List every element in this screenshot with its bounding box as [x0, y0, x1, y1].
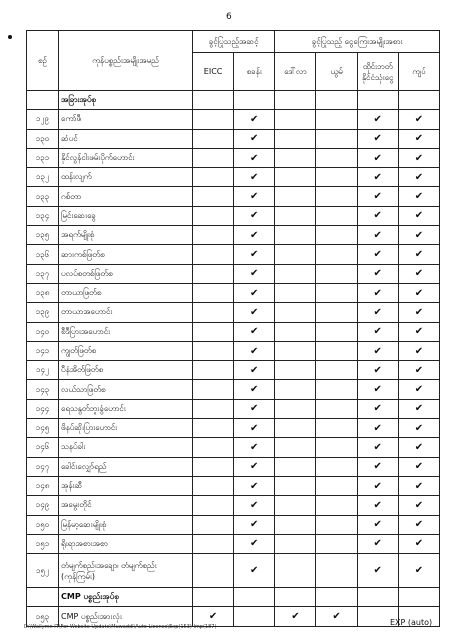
check-mark-icon: ✔ — [234, 110, 275, 129]
header-group-issue: ခွင့်ပြုသည့်အဆင့် — [193, 31, 275, 53]
section-empty-cell — [234, 588, 275, 607]
check-mark-icon: ✔ — [234, 515, 275, 534]
row-number: ၁၃၅ — [27, 226, 59, 245]
footer-exp-label: EXP (auto) — [390, 618, 433, 627]
check-mark-icon: ✔ — [398, 457, 439, 476]
check-mark-icon: ✔ — [234, 129, 275, 148]
table-row — [27, 303, 440, 322]
commodity-name: သနပ်ခါး — [59, 438, 193, 457]
check-mark-icon: ✔ — [234, 438, 275, 457]
table-body — [27, 91, 440, 627]
check-mark-icon: ✔ — [398, 264, 439, 283]
empty-cell — [275, 380, 316, 399]
empty-cell — [193, 534, 234, 553]
table-row — [27, 419, 440, 438]
row-number: ၁၄၅ — [27, 419, 59, 438]
commodity-name: မြင်းဆေးခွေ — [59, 206, 193, 225]
commodity-name: တာယာအဟောင်း — [59, 303, 193, 322]
check-mark-icon: ✔ — [357, 438, 398, 457]
table-row — [27, 438, 440, 457]
empty-cell — [193, 399, 234, 418]
empty-cell — [275, 399, 316, 418]
check-mark-icon: ✔ — [234, 419, 275, 438]
row-number: ၁၃၇ — [27, 264, 59, 283]
empty-cell — [275, 303, 316, 322]
check-mark-icon: ✔ — [357, 110, 398, 129]
table-row — [27, 187, 440, 206]
empty-cell — [275, 341, 316, 360]
empty-cell — [275, 361, 316, 380]
row-number: ၁၃၆ — [27, 245, 59, 264]
check-mark-icon: ✔ — [316, 607, 357, 626]
row-number: ၁၅၁ — [27, 534, 59, 553]
commodity-name: ခေါင်းလျှော်ရည် — [59, 457, 193, 476]
empty-cell — [275, 534, 316, 553]
empty-cell — [193, 168, 234, 187]
check-mark-icon: ✔ — [234, 457, 275, 476]
check-mark-icon: ✔ — [357, 457, 398, 476]
check-mark-icon: ✔ — [234, 283, 275, 302]
empty-cell — [316, 496, 357, 515]
empty-cell — [316, 341, 357, 360]
section-empty-cell — [275, 588, 316, 607]
section-empty-cell — [193, 91, 234, 110]
row-number: ၁၄၄ — [27, 399, 59, 418]
header-col-kyat: ကျပ် — [398, 53, 439, 91]
row-number: ၁၄၉ — [27, 496, 59, 515]
empty-cell — [193, 206, 234, 225]
check-mark-icon: ✔ — [357, 399, 398, 418]
commodity-name: ရေသနွတ်ဘူးခွံဟောင်း — [59, 399, 193, 418]
check-mark-icon: ✔ — [234, 206, 275, 225]
check-mark-icon: ✔ — [234, 187, 275, 206]
check-mark-icon: ✔ — [234, 245, 275, 264]
section-empty-cell — [27, 588, 59, 607]
row-number: ၁၃၉ — [27, 303, 59, 322]
check-mark-icon: ✔ — [398, 399, 439, 418]
empty-cell — [316, 554, 357, 588]
commodity-name: အမွေးတိုင် — [59, 496, 193, 515]
check-mark-icon: ✔ — [275, 607, 316, 626]
table-row — [27, 110, 440, 129]
section-title: အခြားအုပ်စု — [59, 91, 193, 110]
row-number: ၁၄၆ — [27, 438, 59, 457]
commodity-table — [26, 30, 440, 627]
empty-cell — [316, 264, 357, 283]
empty-cell — [275, 264, 316, 283]
table-row — [27, 534, 440, 553]
check-mark-icon: ✔ — [398, 534, 439, 553]
row-number: ၁၄၃ — [27, 380, 59, 399]
check-mark-icon: ✔ — [234, 380, 275, 399]
empty-cell — [193, 245, 234, 264]
check-mark-icon: ✔ — [234, 226, 275, 245]
check-mark-icon: ✔ — [398, 496, 439, 515]
check-mark-icon: ✔ — [234, 148, 275, 167]
check-mark-icon: ✔ — [234, 322, 275, 341]
check-mark-icon: ✔ — [234, 476, 275, 495]
table-row — [27, 322, 440, 341]
header-col-dollar: ဒေါ်လာ — [275, 53, 316, 91]
empty-cell — [193, 361, 234, 380]
check-mark-icon: ✔ — [357, 554, 398, 588]
row-number: ၁၅၀ — [27, 515, 59, 534]
check-mark-icon: ✔ — [234, 361, 275, 380]
check-mark-icon: ✔ — [398, 341, 439, 360]
empty-cell — [193, 303, 234, 322]
commodity-name: ပလပ်စတစ်ဖြတ်စ — [59, 264, 193, 283]
section-empty-cell — [357, 588, 398, 607]
row-number: ၁၂၉ — [27, 110, 59, 129]
check-mark-icon: ✔ — [357, 206, 398, 225]
empty-cell — [193, 419, 234, 438]
check-mark-icon: ✔ — [234, 534, 275, 553]
table-row — [27, 129, 440, 148]
empty-cell — [316, 380, 357, 399]
commodity-name: စီဒီပြားအဟောင်း — [59, 322, 193, 341]
check-mark-icon: ✔ — [398, 226, 439, 245]
commodity-name: ကျွတ်ဖြတ်စ — [59, 341, 193, 360]
empty-cell — [193, 322, 234, 341]
table-row — [27, 226, 440, 245]
footer-file-path: D:\Wailymn IT\For Website Update\Muwaddi\Auto Licence\Exp(153) Imp(187) — [24, 624, 217, 630]
header-col-eicc: EICC — [193, 53, 234, 91]
check-mark-icon: ✔ — [357, 322, 398, 341]
empty-cell — [275, 206, 316, 225]
row-number: ၁၃၂ — [27, 168, 59, 187]
empty-cell — [275, 245, 316, 264]
section-row — [27, 91, 440, 110]
empty-cell — [193, 515, 234, 534]
punch-mark — [8, 35, 12, 39]
check-mark-icon: ✔ — [398, 361, 439, 380]
check-mark-icon: ✔ — [357, 361, 398, 380]
page-number: 6 — [226, 12, 232, 22]
check-mark-icon: ✔ — [398, 206, 439, 225]
section-empty-cell — [357, 91, 398, 110]
section-row — [27, 588, 440, 607]
check-mark-icon: ✔ — [398, 148, 439, 167]
check-mark-icon: ✔ — [234, 341, 275, 360]
empty-cell — [316, 438, 357, 457]
commodity-name: ထန်းလျက် — [59, 168, 193, 187]
check-mark-icon: ✔ — [357, 341, 398, 360]
empty-cell — [193, 341, 234, 360]
check-mark-icon: ✔ — [357, 380, 398, 399]
check-mark-icon: ✔ — [357, 187, 398, 206]
empty-cell — [275, 457, 316, 476]
section-empty-cell — [234, 91, 275, 110]
check-mark-icon: ✔ — [357, 245, 398, 264]
commodity-name: ဂစ်တာ — [59, 187, 193, 206]
check-mark-icon: ✔ — [398, 110, 439, 129]
row-number: ၁၄၇ — [27, 457, 59, 476]
empty-cell — [316, 206, 357, 225]
check-mark-icon: ✔ — [398, 245, 439, 264]
table-row — [27, 168, 440, 187]
check-mark-icon: ✔ — [398, 168, 439, 187]
section-empty-cell — [398, 91, 439, 110]
empty-cell — [316, 361, 357, 380]
table-row — [27, 476, 440, 495]
table-row — [27, 515, 440, 534]
empty-cell — [316, 322, 357, 341]
check-mark-icon: ✔ — [357, 129, 398, 148]
empty-cell — [193, 283, 234, 302]
commodity-name: ဖိနပ်ဆိုးပြားဟောင်း — [59, 419, 193, 438]
section-empty-cell — [27, 91, 59, 110]
section-empty-cell — [316, 91, 357, 110]
empty-cell — [316, 245, 357, 264]
section-empty-cell — [316, 588, 357, 607]
commodity-name: တံမျက်စည်းအချော၊ တံမျက်စည်း (ကုန်ကြမ်း) — [59, 554, 193, 588]
check-mark-icon: ✔ — [357, 148, 398, 167]
check-mark-icon: ✔ — [398, 476, 439, 495]
empty-cell — [316, 168, 357, 187]
empty-cell — [275, 187, 316, 206]
commodity-name: အရက်မျိုးစုံ — [59, 226, 193, 245]
check-mark-icon: ✔ — [234, 554, 275, 588]
row-number: ၁၃၈ — [27, 283, 59, 302]
commodity-name: မြန်မာ့ဆေးမျိုးစုံ — [59, 515, 193, 534]
empty-cell — [275, 168, 316, 187]
empty-cell — [275, 148, 316, 167]
commodity-name: ဆံပင် — [59, 129, 193, 148]
empty-cell — [316, 476, 357, 495]
header-col-yuan: ယွမ် — [316, 53, 357, 91]
section-empty-cell — [398, 588, 439, 607]
empty-cell — [193, 380, 234, 399]
commodity-name: ပီနံအိတ်ဖြတ်စ — [59, 361, 193, 380]
empty-cell — [316, 457, 357, 476]
empty-cell — [316, 187, 357, 206]
header-col-camp: စခန်း — [234, 53, 275, 91]
commodity-name: ရိုးရာအစားအစာ — [59, 534, 193, 553]
check-mark-icon: ✔ — [398, 554, 439, 588]
empty-cell — [275, 129, 316, 148]
check-mark-icon: ✔ — [357, 168, 398, 187]
empty-cell — [316, 283, 357, 302]
check-mark-icon: ✔ — [357, 515, 398, 534]
row-number: ၁၃၃ — [27, 187, 59, 206]
empty-cell — [193, 129, 234, 148]
table-row — [27, 380, 440, 399]
empty-cell — [275, 438, 316, 457]
commodity-name: ဆားကစ်ဖြတ်စ — [59, 245, 193, 264]
empty-cell — [316, 419, 357, 438]
header-col-baht: ထိုင်းဘတ် နိုင်ငံသုံးငွေ — [357, 53, 398, 91]
header-sn: စဥ် — [27, 31, 59, 91]
empty-cell — [275, 496, 316, 515]
section-empty-cell — [193, 588, 234, 607]
table-row — [27, 148, 440, 167]
check-mark-icon: ✔ — [357, 496, 398, 515]
empty-cell — [316, 226, 357, 245]
commodity-name: နိုင်လွန်ငါးဖမ်းပိုက်ဟောင်း — [59, 148, 193, 167]
section-title: CMP ပစ္စည်းအုပ်စု — [59, 588, 193, 607]
check-mark-icon: ✔ — [398, 438, 439, 457]
table-row — [27, 361, 440, 380]
check-mark-icon: ✔ — [357, 476, 398, 495]
empty-cell — [275, 110, 316, 129]
check-mark-icon: ✔ — [398, 515, 439, 534]
check-mark-icon: ✔ — [398, 303, 439, 322]
table-row — [27, 399, 440, 418]
header-name: ကုန်ပစ္စည်းအမျိုးအမည် — [59, 31, 193, 91]
check-mark-icon: ✔ — [398, 283, 439, 302]
commodity-name: ကော်ဖီ — [59, 110, 193, 129]
check-mark-icon: ✔ — [398, 129, 439, 148]
empty-cell — [193, 187, 234, 206]
row-number: ၁၃၀ — [27, 129, 59, 148]
row-number: ၁၃၄ — [27, 206, 59, 225]
commodity-name: လယ်သာဖြတ်စ — [59, 380, 193, 399]
check-mark-icon: ✔ — [398, 419, 439, 438]
empty-cell — [193, 110, 234, 129]
row-number: ၁၄၂ — [27, 361, 59, 380]
check-mark-icon: ✔ — [234, 303, 275, 322]
row-number: ၁၅၂ — [27, 554, 59, 588]
empty-cell — [193, 476, 234, 495]
section-empty-cell — [275, 91, 316, 110]
check-mark-icon: ✔ — [234, 264, 275, 283]
commodity-name: တာယာဖြတ်စ — [59, 283, 193, 302]
table-row — [27, 341, 440, 360]
row-number: ၁၄၈ — [27, 476, 59, 495]
check-mark-icon: ✔ — [357, 534, 398, 553]
empty-cell — [193, 148, 234, 167]
table-row — [27, 457, 440, 476]
empty-cell — [275, 515, 316, 534]
check-mark-icon: ✔ — [398, 380, 439, 399]
empty-cell — [316, 148, 357, 167]
empty-cell — [275, 283, 316, 302]
empty-cell — [193, 438, 234, 457]
check-mark-icon: ✔ — [234, 399, 275, 418]
row-number: ၁၄၀ — [27, 322, 59, 341]
empty-cell — [193, 554, 234, 588]
check-mark-icon: ✔ — [398, 322, 439, 341]
table-row — [27, 283, 440, 302]
empty-cell — [193, 496, 234, 515]
check-mark-icon: ✔ — [357, 283, 398, 302]
commodity-name: CMP ပစ္စည်းအားလုံး — [59, 607, 193, 626]
empty-cell — [234, 607, 275, 626]
table-row — [27, 206, 440, 225]
header-group-currency: ခွင့်ပြုသည့် ငွေကြေးအမျိုးအစား — [275, 31, 440, 53]
check-mark-icon: ✔ — [357, 264, 398, 283]
empty-cell — [316, 303, 357, 322]
check-mark-icon: ✔ — [193, 607, 234, 626]
commodity-name: အုန်းဆီ — [59, 476, 193, 495]
row-number: ၁၅၃ — [27, 607, 59, 626]
check-mark-icon: ✔ — [234, 496, 275, 515]
empty-cell — [275, 476, 316, 495]
check-mark-icon: ✔ — [357, 303, 398, 322]
empty-cell — [275, 322, 316, 341]
empty-cell — [316, 129, 357, 148]
empty-cell — [316, 399, 357, 418]
table-row — [27, 496, 440, 515]
row-number: ၁၄၁ — [27, 341, 59, 360]
empty-cell — [275, 226, 316, 245]
empty-cell — [193, 264, 234, 283]
empty-cell — [316, 515, 357, 534]
check-mark-icon: ✔ — [357, 419, 398, 438]
empty-cell — [275, 554, 316, 588]
check-mark-icon: ✔ — [398, 187, 439, 206]
empty-cell — [275, 419, 316, 438]
empty-cell — [193, 226, 234, 245]
empty-cell — [193, 457, 234, 476]
table-row — [27, 554, 440, 588]
table-row — [27, 245, 440, 264]
empty-cell — [316, 534, 357, 553]
check-mark-icon: ✔ — [234, 168, 275, 187]
row-number: ၁၃၁ — [27, 148, 59, 167]
empty-cell — [316, 110, 357, 129]
check-mark-icon: ✔ — [357, 226, 398, 245]
table-row — [27, 264, 440, 283]
